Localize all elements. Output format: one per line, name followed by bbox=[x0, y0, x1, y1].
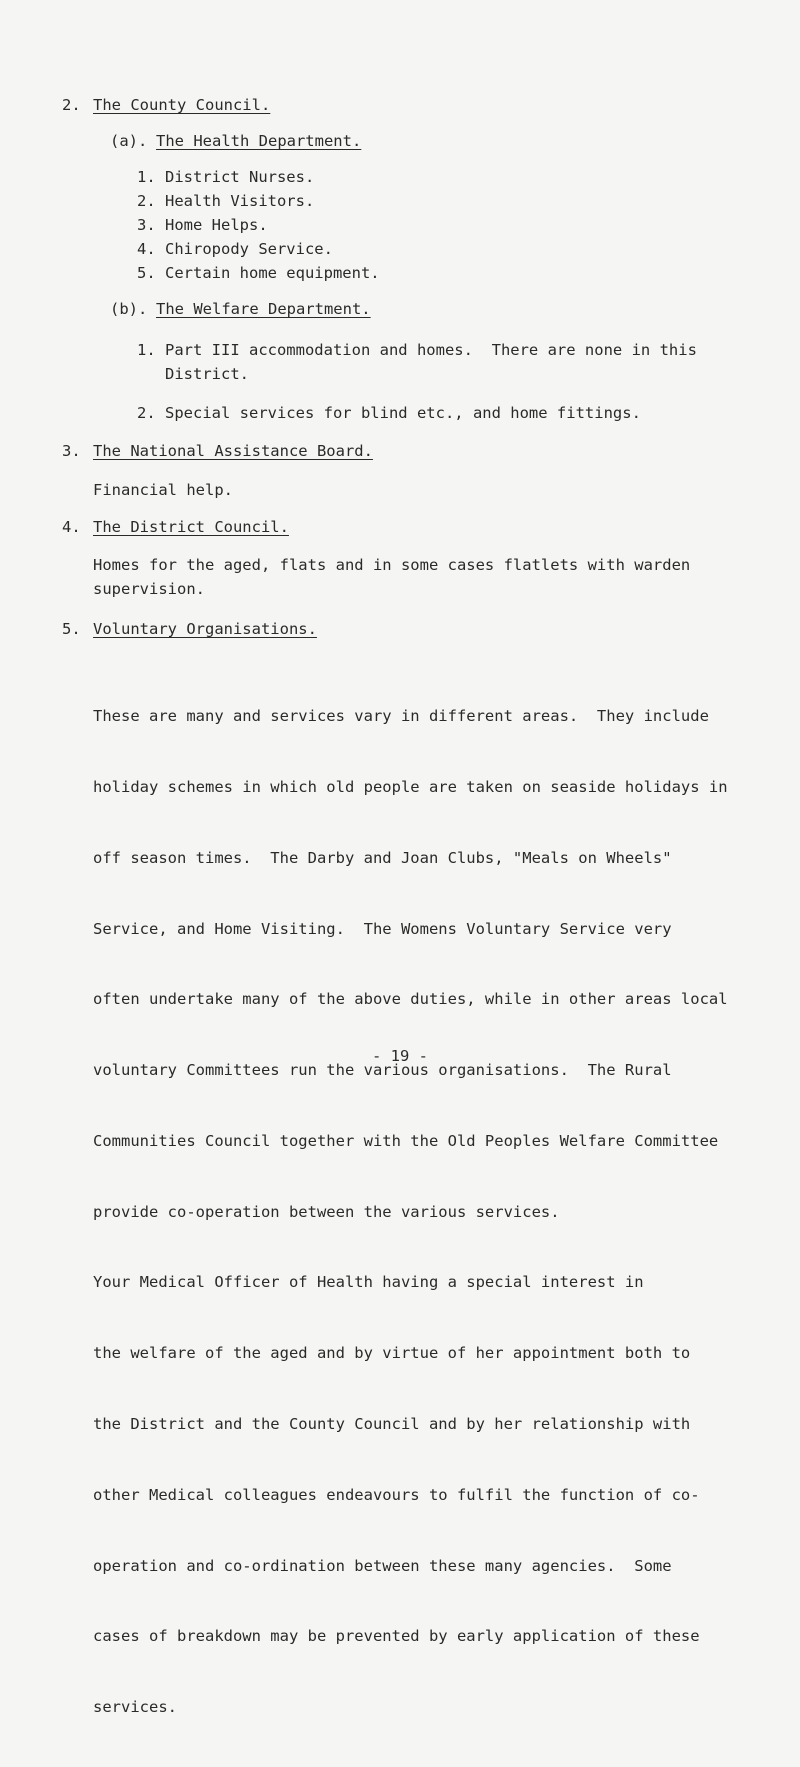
section-text-line: supervision. bbox=[93, 580, 205, 598]
section-number: 3. bbox=[62, 442, 81, 460]
paragraph-line: the District and the County Council and by her relationship with bbox=[93, 1415, 691, 1433]
paragraph-line: other Medical colleagues endeavours to fulfil the function of co- bbox=[93, 1485, 700, 1504]
paragraph-line: These are many and services vary in different areas. They include bbox=[93, 707, 709, 726]
list-item: 2. Special services for blind etc., and home fittings. bbox=[137, 404, 641, 422]
paragraph-line: voluntary Committees run the various organisations. The Rural bbox=[93, 1061, 672, 1080]
paragraph-line: operation and co-ordination between these many agencies. Some bbox=[93, 1556, 672, 1575]
paragraph-line: cases of breakdown may be prevented by early application of these bbox=[93, 1627, 700, 1646]
section-heading: The County Council. bbox=[93, 96, 271, 114]
section-text: Financial help. bbox=[93, 481, 233, 499]
paragraph-line: holiday schemes in which old people are taken on seaside holidays in bbox=[93, 777, 728, 796]
list-item: 1. District Nurses. bbox=[137, 168, 315, 186]
section-number: 2. bbox=[62, 96, 81, 114]
paragraph-line: the welfare of the aged and by virtue of her appointment both to bbox=[93, 1344, 691, 1363]
subsection-heading: The Health Department. bbox=[156, 132, 362, 150]
paragraph-line: often undertake many of the above duties, while in other areas local bbox=[93, 990, 728, 1009]
subsection-heading: The Welfare Department. bbox=[156, 300, 371, 318]
section-number: 5. bbox=[62, 620, 81, 638]
list-item: 3. Home Helps. bbox=[137, 216, 268, 234]
voluntary-organisations-paragraph bbox=[93, 658, 793, 1767]
section-text-line: Homes for the aged, flats and in some cases flatlets with warden bbox=[93, 556, 691, 574]
paragraph-line: Communities Council together with the Old Peoples Welfare Committee bbox=[93, 1131, 719, 1150]
list-item: 5. Certain home equipment. bbox=[137, 264, 380, 282]
section-heading: Voluntary Organisations. bbox=[93, 620, 317, 638]
subsection-label: (b). bbox=[110, 300, 148, 318]
list-item: 2. Health Visitors. bbox=[137, 192, 315, 210]
paragraph-line: provide co-operation between the various services. bbox=[93, 1202, 560, 1221]
list-item: 1. Part III accommodation and homes. There are none in this bbox=[137, 341, 697, 359]
section-heading: The National Assistance Board. bbox=[93, 442, 373, 460]
page-number: - 19 - bbox=[372, 1047, 428, 1065]
paragraph-line: Your Medical Officer of Health having a special interest in bbox=[93, 1273, 644, 1292]
paragraph-line: Service, and Home Visiting. The Womens Voluntary Service very bbox=[93, 919, 672, 938]
list-item-continuation: District. bbox=[137, 365, 249, 383]
list-item: 4. Chiropody Service. bbox=[137, 240, 333, 258]
subsection-label: (a). bbox=[110, 132, 148, 150]
paragraph-line: off season times. The Darby and Joan Clubs, "Meals on Wheels" bbox=[93, 848, 672, 867]
section-number: 4. bbox=[62, 518, 81, 536]
section-heading: The District Council. bbox=[93, 518, 289, 536]
paragraph-line: services. bbox=[93, 1698, 177, 1717]
